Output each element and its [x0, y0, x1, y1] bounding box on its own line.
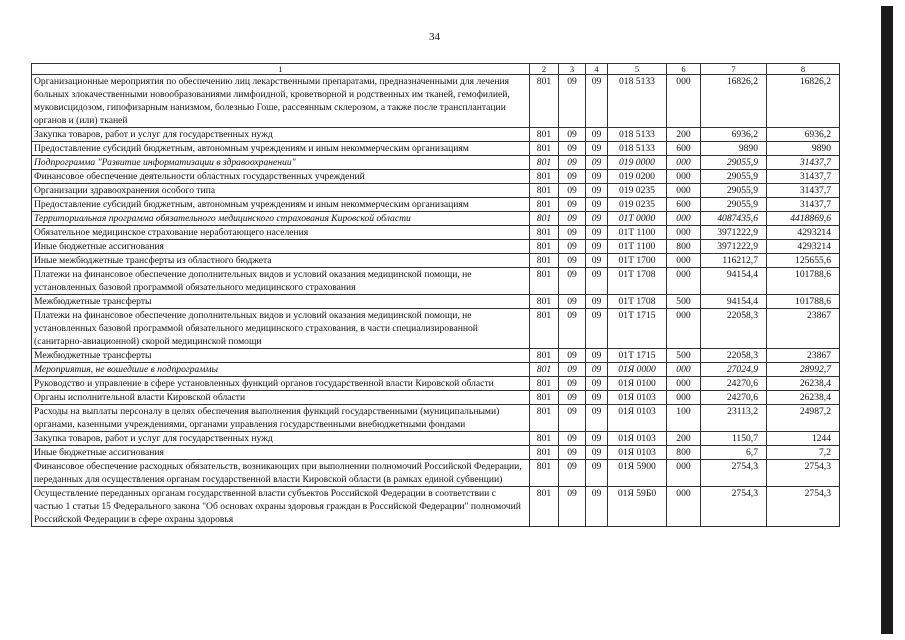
col-section: 09 [559, 446, 586, 460]
col-target: 019 0000 [608, 156, 667, 170]
header-cell: 6 [667, 64, 701, 75]
col-section: 09 [559, 432, 586, 446]
col-target: 01Т 1100 [608, 226, 667, 240]
col-expense-type: 000 [667, 268, 701, 295]
col-target: 018 5133 [608, 142, 667, 156]
col-section: 09 [559, 363, 586, 377]
col-subsection: 09 [586, 268, 608, 295]
col-target: 01Т 1100 [608, 240, 667, 254]
col-code: 801 [530, 377, 559, 391]
col-target: 01Т 1715 [608, 349, 667, 363]
col-amount-2: 9890 [767, 142, 840, 156]
table-row [32, 198, 840, 212]
page-number: 34 [429, 31, 440, 43]
table-row [32, 128, 840, 142]
col-code: 801 [530, 128, 559, 142]
header-cell: 7 [701, 64, 767, 75]
row-name: Расходы на выплаты персоналу в целях обеспечения выполнения функций государственными (муниципальными) органами, казенными учреждениями, органами управления государственными внебюджетными фондами [32, 405, 530, 432]
col-amount-2: 28992,7 [767, 363, 840, 377]
col-code: 801 [530, 170, 559, 184]
col-expense-type: 800 [667, 240, 701, 254]
table-row [32, 363, 840, 377]
table-row [32, 460, 840, 487]
table-row [32, 240, 840, 254]
col-target: 01Я 0000 [608, 363, 667, 377]
table-row [32, 268, 840, 295]
col-subsection: 09 [586, 363, 608, 377]
col-code: 801 [530, 349, 559, 363]
table-row [32, 212, 840, 226]
table-row [32, 156, 840, 170]
col-amount-2: 2754,3 [767, 487, 840, 527]
col-amount-2: 4293214 [767, 240, 840, 254]
col-amount-1: 94154,4 [701, 268, 767, 295]
col-amount-1: 4087435,6 [701, 212, 767, 226]
col-section: 09 [559, 391, 586, 405]
table-row [32, 405, 840, 432]
col-amount-2: 16826,2 [767, 75, 840, 128]
header-cell: 4 [586, 64, 608, 75]
col-target: 018 5133 [608, 128, 667, 142]
row-name: Межбюджетные трансферты [32, 349, 530, 363]
col-section: 09 [559, 268, 586, 295]
col-code: 801 [530, 446, 559, 460]
col-section: 09 [559, 377, 586, 391]
col-amount-1: 22058,3 [701, 349, 767, 363]
col-expense-type: 000 [667, 391, 701, 405]
header-cell: 1 [32, 64, 530, 75]
col-section: 09 [559, 240, 586, 254]
col-amount-2: 31437,7 [767, 170, 840, 184]
col-expense-type: 500 [667, 295, 701, 309]
col-code: 801 [530, 226, 559, 240]
row-name: Руководство и управление в сфере установленных функций органов государственной власти Кировской области [32, 377, 530, 391]
col-subsection: 09 [586, 226, 608, 240]
col-section: 09 [559, 405, 586, 432]
col-amount-2: 31437,7 [767, 184, 840, 198]
col-expense-type: 000 [667, 156, 701, 170]
col-target: 01Т 0000 [608, 212, 667, 226]
col-amount-2: 31437,7 [767, 156, 840, 170]
table-row [32, 446, 840, 460]
col-expense-type: 000 [667, 377, 701, 391]
row-name: Предоставление субсидий бюджетным, автономным учреждениям и иным некоммерческим организациям [32, 198, 530, 212]
col-section: 09 [559, 128, 586, 142]
col-code: 801 [530, 460, 559, 487]
col-expense-type: 000 [667, 363, 701, 377]
row-name: Организации здравоохранения особого типа [32, 184, 530, 198]
col-code: 801 [530, 363, 559, 377]
col-subsection: 09 [586, 156, 608, 170]
col-section: 09 [559, 295, 586, 309]
col-code: 801 [530, 184, 559, 198]
col-expense-type: 200 [667, 432, 701, 446]
col-amount-1: 29055,9 [701, 156, 767, 170]
col-amount-2: 23867 [767, 349, 840, 363]
col-code: 801 [530, 254, 559, 268]
col-amount-2: 24987,2 [767, 405, 840, 432]
col-amount-2: 4418869,6 [767, 212, 840, 226]
col-subsection: 09 [586, 309, 608, 349]
col-amount-2: 7,2 [767, 446, 840, 460]
col-code: 801 [530, 198, 559, 212]
table-row [32, 226, 840, 240]
col-amount-2: 26238,4 [767, 377, 840, 391]
col-code: 801 [530, 75, 559, 128]
col-amount-2: 26238,4 [767, 391, 840, 405]
col-target: 01Т 1708 [608, 268, 667, 295]
col-target: 018 5133 [608, 75, 667, 128]
col-section: 09 [559, 460, 586, 487]
row-name: Финансовое обеспечение расходных обязательств, возникающих при выполнении полномочий Российской Федерации, переданных для осуществления органам государственной власти Кировской области (в рамках единой субвенции) [32, 460, 530, 487]
col-code: 801 [530, 142, 559, 156]
col-amount-1: 27024,9 [701, 363, 767, 377]
header-cell: 5 [608, 64, 667, 75]
col-expense-type: 000 [667, 309, 701, 349]
table-row [32, 295, 840, 309]
col-amount-2: 125655,6 [767, 254, 840, 268]
col-expense-type: 000 [667, 254, 701, 268]
col-expense-type: 000 [667, 184, 701, 198]
col-expense-type: 000 [667, 226, 701, 240]
col-amount-1: 9890 [701, 142, 767, 156]
col-subsection: 09 [586, 377, 608, 391]
col-expense-type: 100 [667, 405, 701, 432]
col-subsection: 09 [586, 184, 608, 198]
col-amount-1: 3971222,9 [701, 226, 767, 240]
col-section: 09 [559, 170, 586, 184]
col-code: 801 [530, 309, 559, 349]
row-name: Органы исполнительной власти Кировской области [32, 391, 530, 405]
col-target: 019 0200 [608, 170, 667, 184]
col-subsection: 09 [586, 128, 608, 142]
col-amount-1: 1150,7 [701, 432, 767, 446]
row-name: Платежи на финансовое обеспечение дополнительных видов и условий оказания медицинской помощи, не установленных базовой программой обязательного медицинского страхования, в части специализированной (санитарно-авиационной) скорой медицинской помощи [32, 309, 530, 349]
row-name: Иные бюджетные ассигнования [32, 240, 530, 254]
col-amount-1: 94154,4 [701, 295, 767, 309]
table-row [32, 170, 840, 184]
col-subsection: 09 [586, 391, 608, 405]
col-section: 09 [559, 487, 586, 527]
col-target: 019 0235 [608, 198, 667, 212]
col-subsection: 09 [586, 460, 608, 487]
col-expense-type: 000 [667, 460, 701, 487]
table-row [32, 75, 840, 128]
col-section: 09 [559, 184, 586, 198]
col-target: 01Я 5900 [608, 460, 667, 487]
scan-edge-bar [881, 6, 893, 634]
col-amount-1: 29055,9 [701, 184, 767, 198]
header-cell: 2 [530, 64, 559, 75]
col-amount-1: 2754,3 [701, 487, 767, 527]
col-expense-type: 500 [667, 349, 701, 363]
col-amount-2: 1244 [767, 432, 840, 446]
col-amount-1: 2754,3 [701, 460, 767, 487]
col-expense-type: 000 [667, 170, 701, 184]
col-section: 09 [559, 156, 586, 170]
budget-table [31, 63, 840, 527]
col-amount-2: 2754,3 [767, 460, 840, 487]
row-name: Межбюджетные трансферты [32, 295, 530, 309]
header-cell: 3 [559, 64, 586, 75]
col-target: 01Я 0103 [608, 432, 667, 446]
row-name: Финансовое обеспечение деятельности областных государственных учреждений [32, 170, 530, 184]
row-name: Территориальная программа обязательного медицинского страхования Кировской области [32, 212, 530, 226]
col-subsection: 09 [586, 75, 608, 128]
table-row [32, 391, 840, 405]
col-section: 09 [559, 254, 586, 268]
row-name: Подпрограмма "Развитие информатизации в здравоохранении" [32, 156, 530, 170]
table-row [32, 487, 840, 527]
col-subsection: 09 [586, 349, 608, 363]
col-code: 801 [530, 487, 559, 527]
col-expense-type: 000 [667, 75, 701, 128]
col-code: 801 [530, 156, 559, 170]
col-subsection: 09 [586, 142, 608, 156]
row-name: Иные бюджетные ассигнования [32, 446, 530, 460]
col-amount-1: 24270,6 [701, 377, 767, 391]
col-target: 01Т 1708 [608, 295, 667, 309]
row-name: Закупка товаров, работ и услуг для государственных нужд [32, 432, 530, 446]
col-code: 801 [530, 268, 559, 295]
col-code: 801 [530, 212, 559, 226]
table-row [32, 432, 840, 446]
col-amount-1: 6936,2 [701, 128, 767, 142]
col-section: 09 [559, 198, 586, 212]
col-amount-1: 23113,2 [701, 405, 767, 432]
col-expense-type: 000 [667, 487, 701, 527]
col-section: 09 [559, 75, 586, 128]
table-row [32, 309, 840, 349]
col-amount-1: 3971222,9 [701, 240, 767, 254]
col-amount-2: 23867 [767, 309, 840, 349]
row-name: Осуществление переданных органам государственной власти субъектов Российской Федерации в соответствии с частью 1 статьи 15 Федерального закона "Об основах охраны здоровья граждан в Российской Федерации" полномочий Российской Федерации в сфере охраны здоровья [32, 487, 530, 527]
col-target: 019 0235 [608, 184, 667, 198]
col-section: 09 [559, 349, 586, 363]
col-code: 801 [530, 240, 559, 254]
col-target: 01Я 0103 [608, 391, 667, 405]
table-row [32, 142, 840, 156]
table-row [32, 349, 840, 363]
col-amount-2: 4293214 [767, 226, 840, 240]
col-subsection: 09 [586, 170, 608, 184]
table-row [32, 254, 840, 268]
col-subsection: 09 [586, 240, 608, 254]
row-name: Мероприятия, не вошедшие в подпрограммы [32, 363, 530, 377]
col-expense-type: 000 [667, 212, 701, 226]
col-code: 801 [530, 432, 559, 446]
header-row [32, 64, 840, 75]
col-amount-1: 22058,3 [701, 309, 767, 349]
col-amount-1: 29055,9 [701, 198, 767, 212]
col-expense-type: 800 [667, 446, 701, 460]
col-subsection: 09 [586, 487, 608, 527]
col-amount-1: 6,7 [701, 446, 767, 460]
col-subsection: 09 [586, 405, 608, 432]
col-code: 801 [530, 295, 559, 309]
row-name: Обязательное медицинское страхование неработающего населения [32, 226, 530, 240]
col-target: 01Я 0100 [608, 377, 667, 391]
col-amount-2: 31437,7 [767, 198, 840, 212]
col-expense-type: 200 [667, 128, 701, 142]
row-name: Организационные мероприятия по обеспечению лиц лекарственными препаратами, предназначенными для лечения больных злокачественными новообразованиями лимфоидной, кроветворной и родственных им тканей, гемофилией, муковисцидозом, гипофизарным нанизмом, болезнью Гоше, рассеянным склерозом, а также после трансплантации органов и (или) тканей [32, 75, 530, 128]
col-subsection: 09 [586, 212, 608, 226]
col-amount-1: 24270,6 [701, 391, 767, 405]
row-name: Предоставление субсидий бюджетным, автономным учреждениям и иным некоммерческим организациям [32, 142, 530, 156]
col-expense-type: 600 [667, 142, 701, 156]
col-target: 01Т 1715 [608, 309, 667, 349]
col-amount-1: 16826,2 [701, 75, 767, 128]
col-subsection: 09 [586, 295, 608, 309]
table-row [32, 377, 840, 391]
col-amount-2: 6936,2 [767, 128, 840, 142]
col-target: 01Я 0103 [608, 405, 667, 432]
col-target: 01Я 0103 [608, 446, 667, 460]
row-name: Закупка товаров, работ и услуг для государственных нужд [32, 128, 530, 142]
col-section: 09 [559, 309, 586, 349]
row-name: Платежи на финансовое обеспечение дополнительных видов и условий оказания медицинской помощи, не установленных базовой программой обязательного медицинского страхования [32, 268, 530, 295]
col-section: 09 [559, 226, 586, 240]
col-target: 01Я 59Б0 [608, 487, 667, 527]
col-amount-1: 29055,9 [701, 170, 767, 184]
col-code: 801 [530, 391, 559, 405]
col-amount-1: 116212,7 [701, 254, 767, 268]
col-target: 01Т 1700 [608, 254, 667, 268]
col-section: 09 [559, 142, 586, 156]
col-expense-type: 600 [667, 198, 701, 212]
col-code: 801 [530, 405, 559, 432]
col-subsection: 09 [586, 432, 608, 446]
table-row [32, 184, 840, 198]
col-subsection: 09 [586, 446, 608, 460]
col-amount-2: 101788,6 [767, 268, 840, 295]
row-name: Иные межбюджетные трансферты из областного бюджета [32, 254, 530, 268]
col-subsection: 09 [586, 198, 608, 212]
col-subsection: 09 [586, 254, 608, 268]
col-amount-2: 101788,6 [767, 295, 840, 309]
header-cell: 8 [767, 64, 840, 75]
col-section: 09 [559, 212, 586, 226]
